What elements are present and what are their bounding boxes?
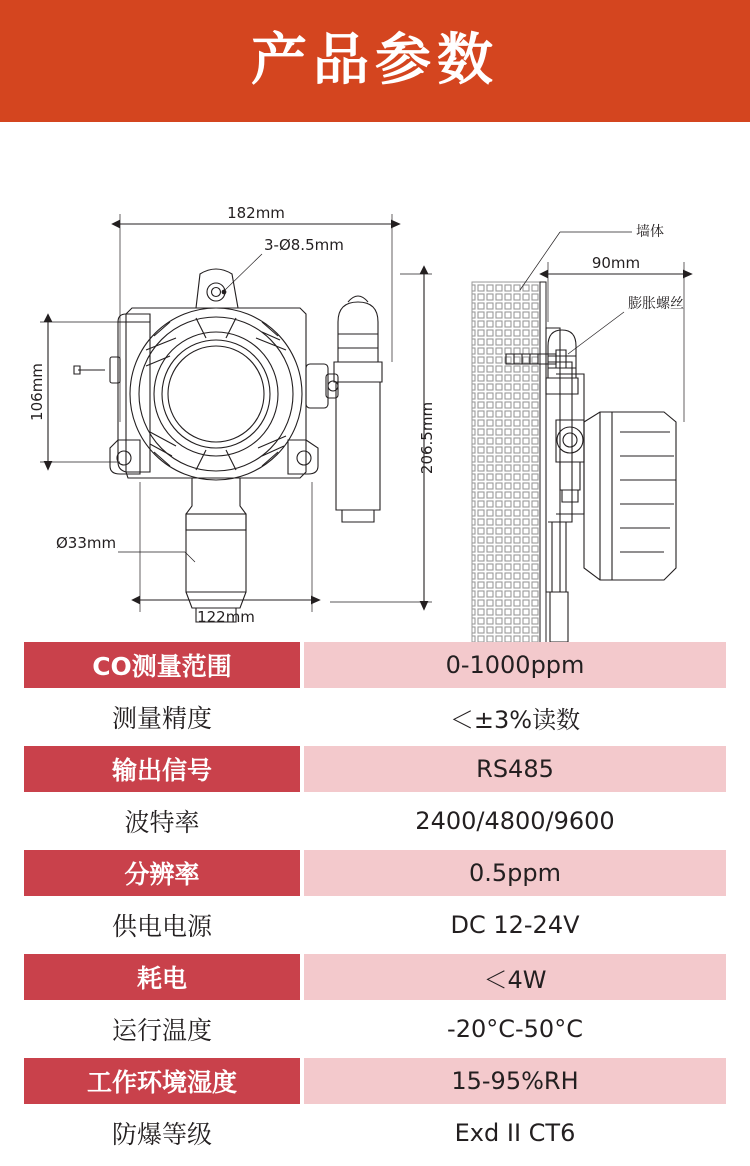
table-row — [24, 746, 726, 792]
spec-name: 防爆等级 — [24, 1110, 300, 1156]
spec-value: Exd II CT6 — [304, 1110, 726, 1156]
spec-name: 供电电源 — [24, 902, 300, 948]
table-row — [24, 1006, 726, 1052]
spec-name: 测量精度 — [24, 694, 300, 740]
dim-width-top: 182mm — [227, 204, 285, 222]
spec-value: ＜4W — [304, 954, 726, 1000]
spec-value: 15-95%RH — [304, 1058, 726, 1104]
dim-hole-spec: 3-Ø8.5mm — [264, 236, 344, 254]
spec-name: 工作环境湿度 — [24, 1058, 300, 1104]
spec-name: 输出信号 — [24, 746, 300, 792]
spec-value: -20°C-50°C — [304, 1006, 726, 1052]
spec-name: 运行温度 — [24, 1006, 300, 1052]
table-row — [24, 850, 726, 896]
spec-value: DC 12-24V — [304, 902, 726, 948]
table-row — [24, 798, 726, 844]
dim-depth: 90mm — [591, 254, 641, 272]
table-row — [24, 954, 726, 1000]
spec-value: 0-1000ppm — [304, 642, 726, 688]
page-title: 产品参数 — [251, 28, 499, 93]
table-row — [24, 1058, 726, 1104]
dim-probe-diameter: Ø33mm — [56, 534, 117, 552]
dim-height-left: 106mm — [28, 363, 46, 421]
spec-name: 耗电 — [24, 954, 300, 1000]
label-wall: 墙体 — [636, 224, 664, 240]
spec-value: 2400/4800/9600 — [304, 798, 726, 844]
spec-name: 分辨率 — [24, 850, 300, 896]
spec-value: RS485 — [304, 746, 726, 792]
dim-width-bottom: 122mm — [197, 608, 255, 626]
table-row — [24, 642, 726, 688]
spec-name: 波特率 — [24, 798, 300, 844]
page-header-banner — [0, 0, 750, 122]
label-expansion-screw: 膨胀螺丝 — [628, 296, 684, 312]
product-dimension-diagram — [0, 122, 750, 642]
specifications-table — [0, 642, 750, 1156]
spec-value: ＜±3%读数 — [304, 694, 726, 740]
table-row — [24, 694, 726, 740]
table-row — [24, 1110, 726, 1156]
table-row — [24, 902, 726, 948]
spec-name: CO测量范围 — [24, 642, 300, 688]
dim-total-height: 206.5mm — [418, 401, 436, 475]
spec-value: 0.5ppm — [304, 850, 726, 896]
